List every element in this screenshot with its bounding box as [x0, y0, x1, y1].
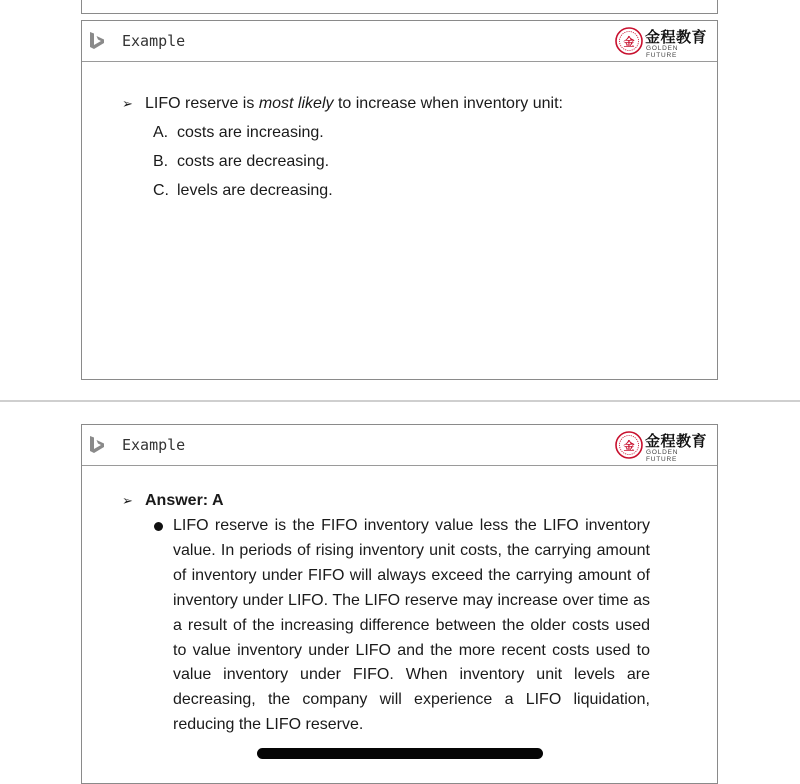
bing-logo-icon — [88, 31, 106, 51]
option-a — [122, 118, 682, 147]
option-text: costs are increasing. — [177, 124, 324, 141]
slide-title: Example — [122, 436, 186, 454]
brand-english-name: GOLDEN FUTURE — [646, 45, 679, 59]
brand-chinese-name: 金程教育 — [645, 432, 708, 450]
arrow-bullet-icon: ➢ — [122, 96, 133, 111]
option-letter: A. — [153, 124, 169, 141]
stem-text-post: to increase when inventory unit: — [333, 95, 563, 112]
arrow-bullet-icon: ➢ — [122, 493, 133, 508]
explanation-item — [122, 514, 650, 738]
option-b — [122, 147, 682, 176]
slide-title: Example — [122, 32, 186, 50]
option-letter: C. — [153, 182, 169, 199]
option-text: levels are decreasing. — [177, 182, 333, 199]
brand-logo — [615, 429, 707, 461]
answer-heading — [122, 489, 650, 513]
option-letter: B. — [153, 153, 169, 170]
page-divider — [0, 400, 800, 402]
answer-options — [122, 118, 682, 205]
brand-seal-icon — [615, 431, 643, 459]
question-block — [122, 89, 682, 205]
brand-logo — [615, 25, 707, 57]
option-c — [122, 176, 682, 205]
answer-slide — [81, 424, 718, 784]
question-slide — [81, 20, 718, 380]
slide-header — [82, 425, 717, 466]
stem-text-pre: LIFO reserve is — [145, 95, 259, 112]
brand-seal-char: 金 — [623, 439, 635, 453]
brand-chinese-name: 金程教育 — [645, 28, 708, 46]
slide-header — [82, 21, 717, 62]
previous-slide-edge — [81, 0, 718, 14]
explanation-text: LIFO reserve is the FIFO inventory value less the LIFO inventory value. In periods of rising inventory unit costs, the carrying amount of inventory under FIFO will always exceed the carrying amount of inventory under LIFO. The LIFO reserve may increase over time as a result of the increasing difference between the older costs used to value inventory under LIFO and the more recent costs used to value inventory under FIFO. When inventory unit levels are decreasing, the company will experience a LIFO liquidation, reducing the LIFO reserve. — [173, 517, 650, 734]
question-stem — [122, 89, 682, 118]
brand-seal-icon — [615, 27, 643, 55]
home-indicator[interactable] — [257, 748, 543, 759]
answer-heading-text: Answer: A — [145, 492, 224, 509]
brand-seal-char: 金 — [623, 35, 635, 49]
answer-block — [122, 489, 650, 738]
option-text: costs are decreasing. — [177, 153, 330, 170]
stem-text-emphasis: most likely — [258, 95, 334, 112]
bing-logo-icon — [88, 435, 106, 455]
brand-english-name: GOLDEN FUTURE — [646, 449, 679, 463]
bullet-dot-icon — [154, 522, 163, 531]
